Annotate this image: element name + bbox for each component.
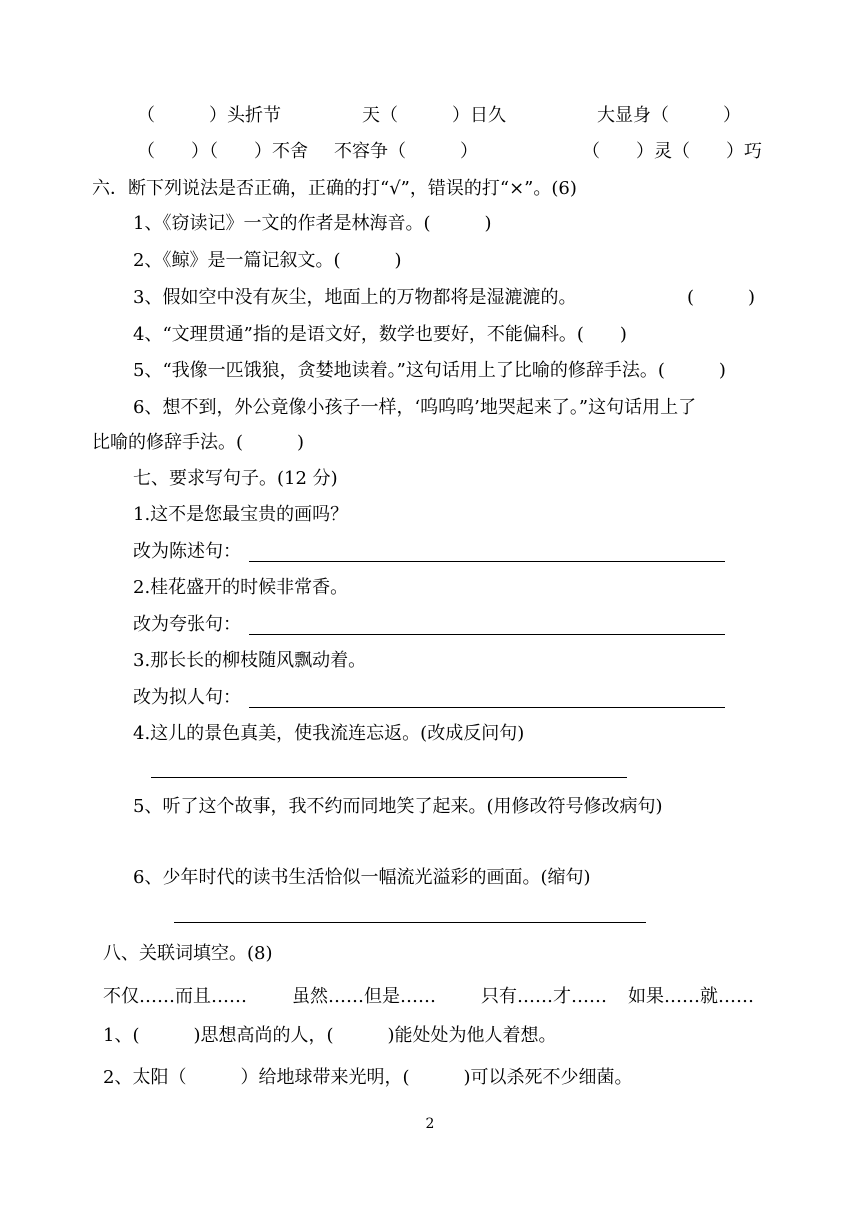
section6-item-2: 2、《鲸》是一篇记叙文。( )	[133, 250, 402, 271]
idiom-fill-1: （ ）头折节	[137, 105, 281, 126]
section8-q1: 1、( )思想高尚的人，( )能处处为他人着想。	[103, 1025, 557, 1046]
section7-q1-prompt: 改为陈述句：	[133, 541, 241, 562]
section7-q1: 1.这不是您最宝贵的画吗？	[133, 504, 349, 525]
section6-heading: 六．断下列说法是否正确，正确的打“√”，错误的打“×”。(6)	[92, 178, 577, 199]
section6-item-4: 4、“文理贯通”指的是语文好，数学也要好，不能偏科。( )	[133, 324, 627, 345]
section7-q3: 3.那长长的柳枝随风飘动着。	[133, 650, 367, 671]
answer-line-3[interactable]	[249, 707, 725, 708]
conjunction-option-2: 虽然……但是……	[292, 986, 436, 1007]
answer-line-2[interactable]	[249, 634, 725, 635]
answer-line-4[interactable]	[151, 777, 627, 778]
idiom-fill-3: 大显身（ ）	[597, 105, 741, 126]
conjunction-option-1: 不仅……而且……	[103, 986, 247, 1007]
answer-line-1[interactable]	[249, 561, 725, 562]
section6-item-1: 1、《窃读记》一文的作者是林海音。( )	[133, 213, 492, 234]
section8-heading: 八、关联词填空。(8)	[103, 943, 273, 964]
idiom-fill-2: 天（ ）日久	[362, 105, 506, 126]
page-number: 2	[425, 1116, 435, 1132]
section7-q2-prompt: 改为夸张句：	[133, 614, 241, 635]
section6-item-6-cont: 比喻的修辞手法。( )	[92, 432, 305, 453]
section6-item-5: 5、“我像一匹饿狼，贪婪地读着。”这句话用上了比喻的修辞手法。( )	[133, 360, 726, 381]
section7-heading: 七、要求写句子。(12 分)	[133, 468, 338, 489]
section8-q2: 2、太阳（ ）给地球带来光明，( )可以杀死不少细菌。	[103, 1067, 633, 1088]
answer-line-6[interactable]	[174, 922, 646, 923]
idiom-fill-6: （ ）灵（ ）巧	[582, 141, 762, 162]
section7-q3-prompt: 改为拟人句：	[133, 687, 241, 708]
section7-q5: 5、听了这个故事，我不约而同地笑了起来。(用修改符号修改病句)	[133, 796, 663, 817]
conjunction-option-3: 只有……才……	[481, 986, 607, 1007]
conjunction-option-4: 如果……就……	[628, 986, 754, 1007]
section6-item-3: 3、假如空中没有灰尘，地面上的万物都将是湿漉漉的。	[133, 287, 577, 308]
idiom-fill-4: （ ）（ ）不舍	[137, 141, 308, 162]
section6-item-6: 6、想不到，外公竟像小孩子一样，‘呜呜呜’地哭起来了。”这句话用上了	[133, 397, 697, 418]
section7-q4: 4.这儿的景色真美，使我流连忘返。(改成反问句)	[133, 723, 525, 744]
section7-q2: 2.桂花盛开的时候非常香。	[133, 577, 349, 598]
section7-q6: 6、少年时代的读书生活恰似一幅流光溢彩的画面。(缩句)	[133, 867, 591, 888]
section6-item-3-paren: ( )	[687, 287, 756, 308]
idiom-fill-5: 不容争（ ）	[334, 141, 478, 162]
